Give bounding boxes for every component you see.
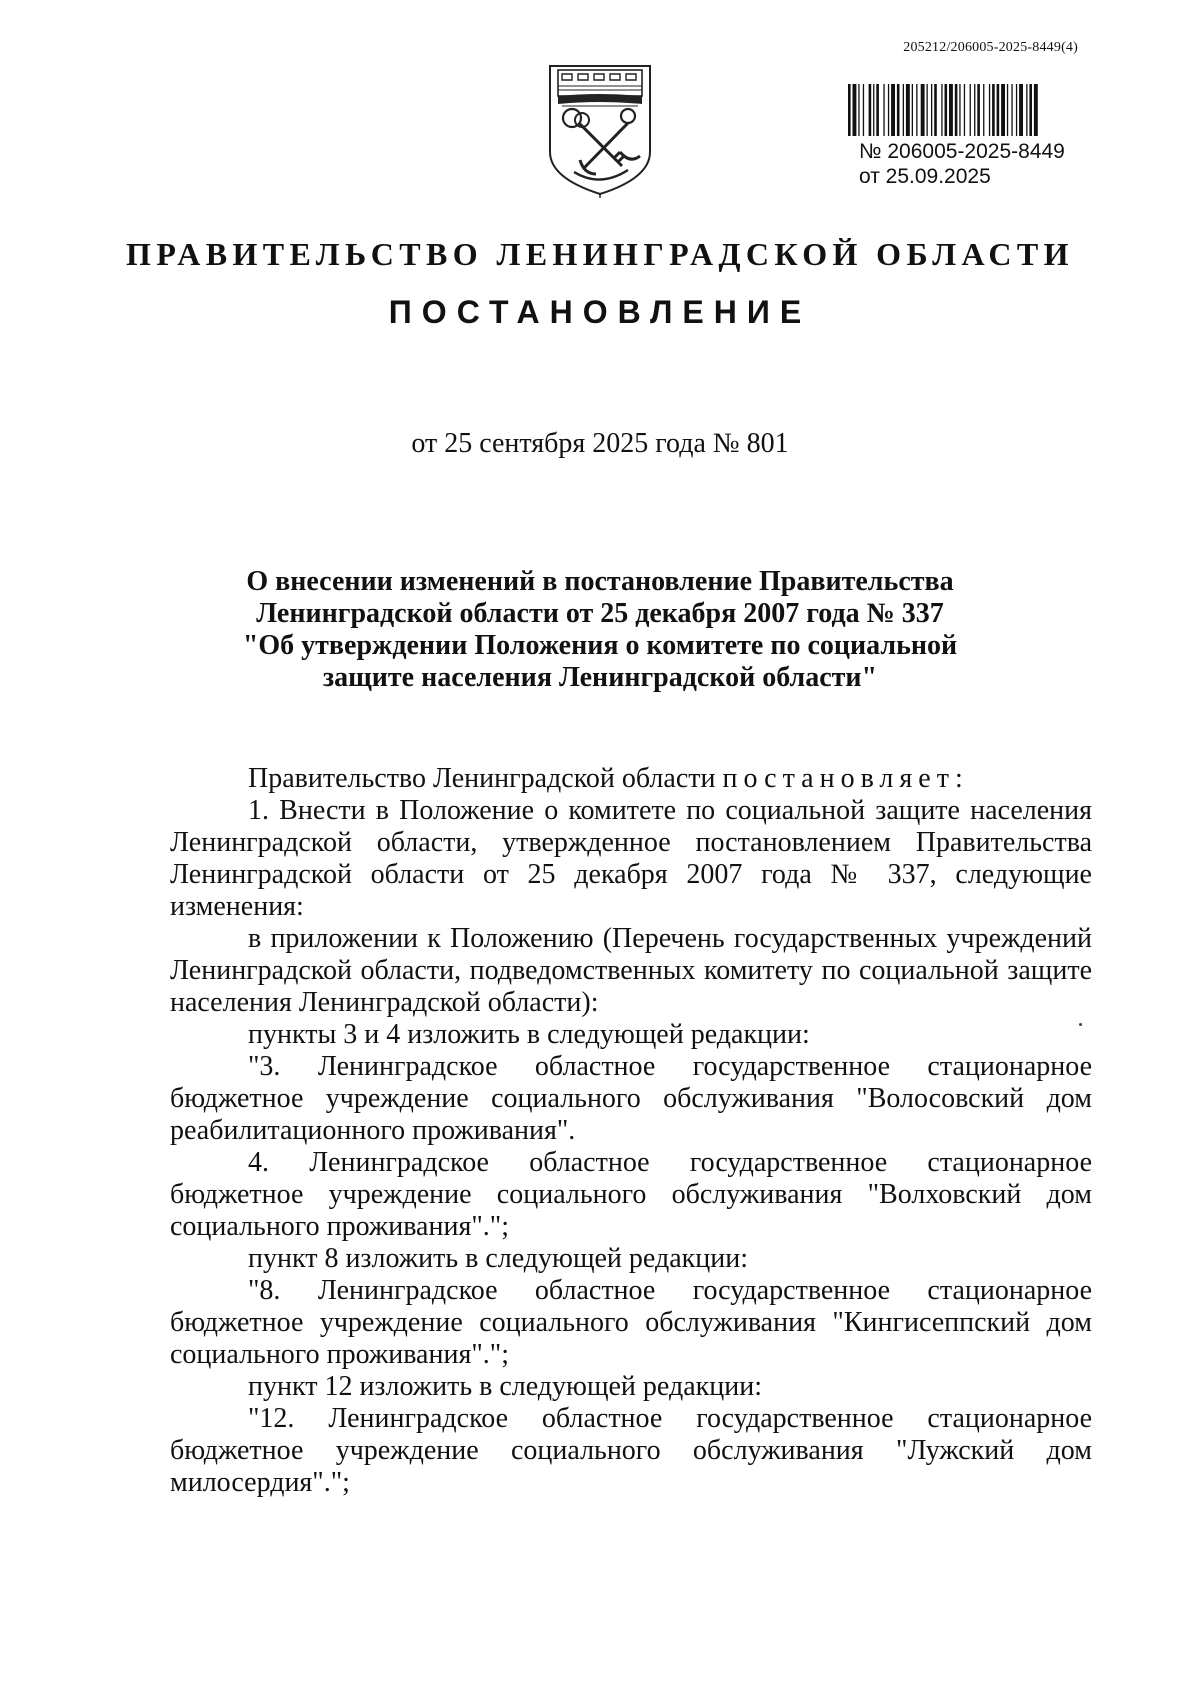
subject-line: О внесении изменений в постановление Правительства (246, 566, 954, 597)
intro-paragraph (170, 763, 1092, 795)
scan-speck (1079, 1023, 1082, 1026)
paragraph: пункт 8 изложить в следующей редакции: (248, 1243, 748, 1274)
subject-line: защите населения Ленинградской области" (322, 662, 878, 693)
document-date-number: от 25 сентября 2025 года № 801 (411, 428, 789, 459)
government-title: ПРАВИТЕЛЬСТВО ЛЕНИНГРАДСКОЙ ОБЛАСТИ (126, 236, 1074, 272)
barcode-icon (848, 84, 1114, 136)
paragraph: в приложении к Положению (Перечень государственных учреждений Ленинградской области, подведомственных комитету по социальной защите населения Ленинградской области): (170, 923, 1092, 1018)
intro-keyword: постановляет: (722, 763, 969, 794)
paragraph: пункт 12 изложить в следующей редакции: (248, 1371, 762, 1402)
paragraph: "12. Ленинградское областное государственное стационарное бюджетное учреждение социального обслуживания "Лужский дом милосердия"."; (170, 1403, 1092, 1498)
document-body (170, 763, 1092, 1499)
paragraph: "8. Ленинградское областное государственное стационарное бюджетное учреждение социального обслуживания "Кингисеппский дом социального проживания"."; (170, 1275, 1092, 1370)
paragraph: 4. Ленинградское областное государственное стационарное бюджетное учреждение социального обслуживания "Волховский дом социального проживания"."; (170, 1147, 1092, 1242)
subject-line: "Об утверждении Положения о комитете по социальной (242, 630, 958, 661)
registration-number: № 206005-2025-8449 (859, 140, 1065, 163)
coat-of-arms-icon (544, 60, 656, 198)
intro-text: Правительство Ленинградской области (248, 763, 723, 794)
document-type: ПОСТАНОВЛЕНИЕ (388, 294, 812, 330)
paragraph: пункты 3 и 4 изложить в следующей редакции: (248, 1019, 810, 1050)
subject-line: Ленинградской области от 25 декабря 2007 года № 337 (256, 598, 944, 629)
paragraph: 1. Внести в Положение о комитете по социальной защите населения Ленинградской области, утвержденное постановлением Правительства Ленинградской области от 25 декабря 2007 года № 337, следующие изменения: (170, 795, 1092, 922)
document-subject (200, 566, 1000, 694)
registration-date: от 25.09.2025 (859, 165, 991, 188)
document-code: 205212/206005-2025-8449(4) (903, 40, 1078, 55)
paragraph: "3. Ленинградское областное государственное стационарное бюджетное учреждение социального обслуживания "Волосовский дом реабилитационного проживания". (170, 1051, 1092, 1146)
